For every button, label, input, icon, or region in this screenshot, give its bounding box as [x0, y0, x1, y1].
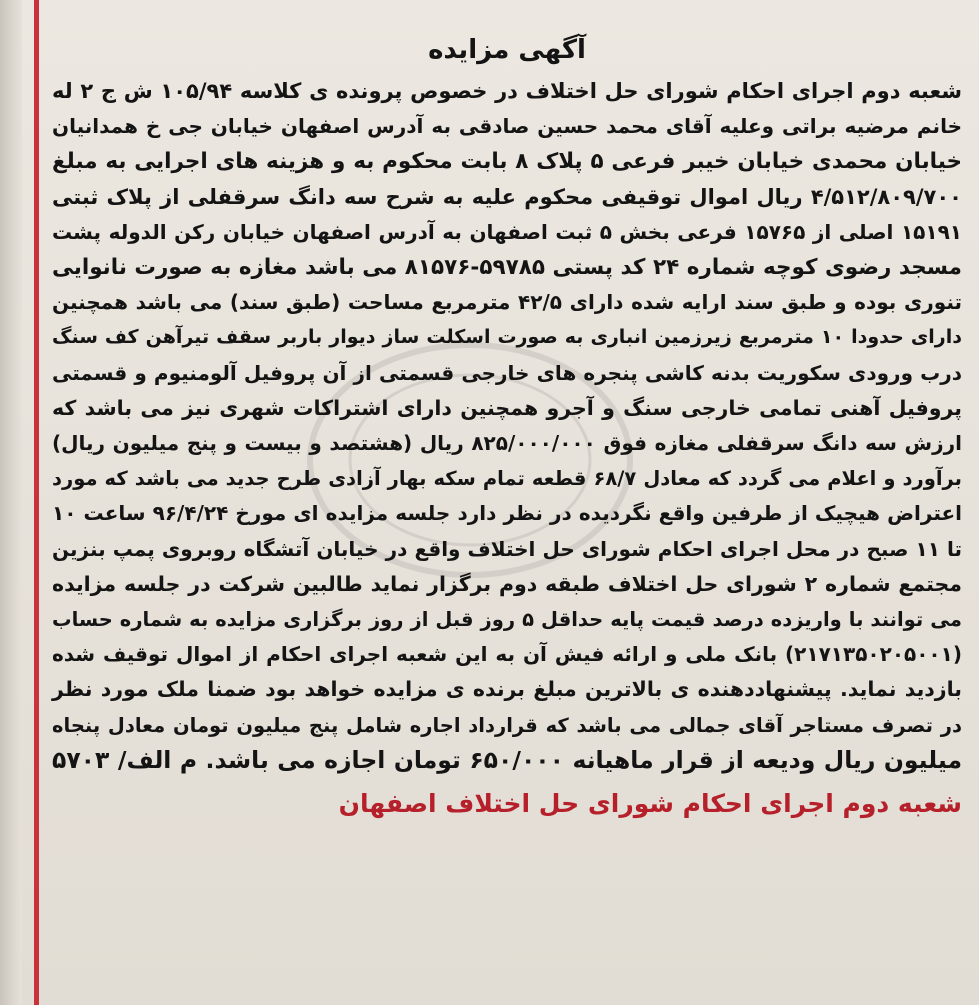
notice-line: پروفیل آهنی تمامی خارجی سنگ و آجرو همچنین دارای اشتراکات شهری نیز می باشد که [52, 395, 962, 420]
notice-line: درب ورودی سکوریت بدنه کاشی پنجره های خارجی قسمتی از آن پروفیل آلومنیوم و قسمتی [52, 360, 962, 385]
notice-line: (۲۱۷۱۳۵۰۲۰۵۰۰۱) بانک ملی و ارائه فیش آن به این شعبه اجرای احکام از اموال توقیف شده [52, 642, 962, 667]
notice-line: شعبه دوم اجرای احکام شورای حل اختلاف در خصوص پرونده ی کلاسه ۱۰۵/۹۴ ش ج ۲ له [52, 79, 963, 103]
notice-line: اعتراض هیچیک از طرفین واقع نگردیده در نظر دارد جلسه مزایده ای مورخ ۹۶/۴/۲۴ ساعت ۱۰ [52, 501, 963, 526]
notice-line: در تصرف مستاجر آقای جمالی می باشد که قرارداد اجاره شامل پنج میلیون تومان معادل پنجاه [52, 713, 962, 737]
notice-line: تنوری بوده و طبق سند ارایه شده دارای ۴۲/۵ مترمربع مساحت (طبق سند) می باشد همچنین [52, 290, 963, 315]
notice-line: می توانند با واریزده درصد قیمت پایه حداقل ۵ روز قبل از روز برگزاری مزایده به شماره حساب [52, 608, 963, 632]
notice-line: برآورد و اعلام می گردد که معادل ۶۸/۷ قطعه تمام سکه بهار آزادی طرح جدید می باشد که مورد [52, 467, 962, 491]
notice-line: تا ۱۱ صبح در محل اجرای احکام شورای حل اختلاف واقع در خیابان آتشگاه روبروی پمپ بنزین [52, 536, 963, 561]
notice-title: آگهی مزایده [428, 35, 586, 65]
notice-line: ۴/۵۱۲/۸۰۹/۷۰۰ ریال اموال توقیفی محکوم علیه به شرح سه دانگ سرقفلی از پلاک ثبتی [52, 184, 962, 209]
notice-line: میلیون ریال ودیعه از قرار ماهیانه ۶۵۰/۰۰۰ تومان اجازه می باشد. م الف/ ۵۷۰۳ [52, 745, 962, 774]
notice-line: خانم مرضیه براتی وعلیه آقای محمد حسین صادقی به آدرس اصفهان خیابان جی خ همدانیان [52, 114, 962, 139]
notice-body [52, 74, 962, 778]
notice-line: مجتمع شماره ۲ شورای حل اختلاف طبقه دوم برگزار نماید طالبین شرکت در جلسه مزایده [52, 571, 962, 596]
notice-line: بازدید نماید. پیشنهاددهنده ی بالاترین مبلغ برنده ی مزایده خواهد بود ضمنا ملک مورد نظر [52, 677, 962, 702]
auction-notice [52, 30, 962, 824]
notice-line: ارزش سه دانگ سرقفلی مغازه فوق ۸۲۵/۰۰۰/۰۰۰ ریال (هشتصد و بیست و پنج میلیون ریال) [52, 431, 962, 456]
red-column-rule [34, 0, 39, 1005]
notice-line: خیابان محمدی خیابان خیبر فرعی ۵ پلاک ۸ بابت محکوم به و هزینه های اجرایی به مبلغ [52, 149, 962, 175]
notice-line: مسجد رضوی کوچه شماره ۲۴ کد پستی ۵۹۷۸۵-۸۱۵۷۶ می باشد مغازه به صورت نانوایی [52, 255, 962, 281]
notice-line: دارای حدودا ۱۰ مترمربع زیرزمین انباری به صورت اسکلت ساز دیوار باربر سقف تیرآهن کف سنگ [52, 326, 962, 349]
issuing-office-signature: شعبه دوم اجرای احکام شورای حل اختلاف اصفهان [338, 789, 962, 819]
page-edge-shadow [0, 0, 22, 1005]
notice-line: ۱۵۱۹۱ اصلی از ۱۵۷۶۵ فرعی بخش ۵ ثبت اصفهان به آدرس اصفهان خیابان رکن الدوله پشت [52, 219, 962, 244]
